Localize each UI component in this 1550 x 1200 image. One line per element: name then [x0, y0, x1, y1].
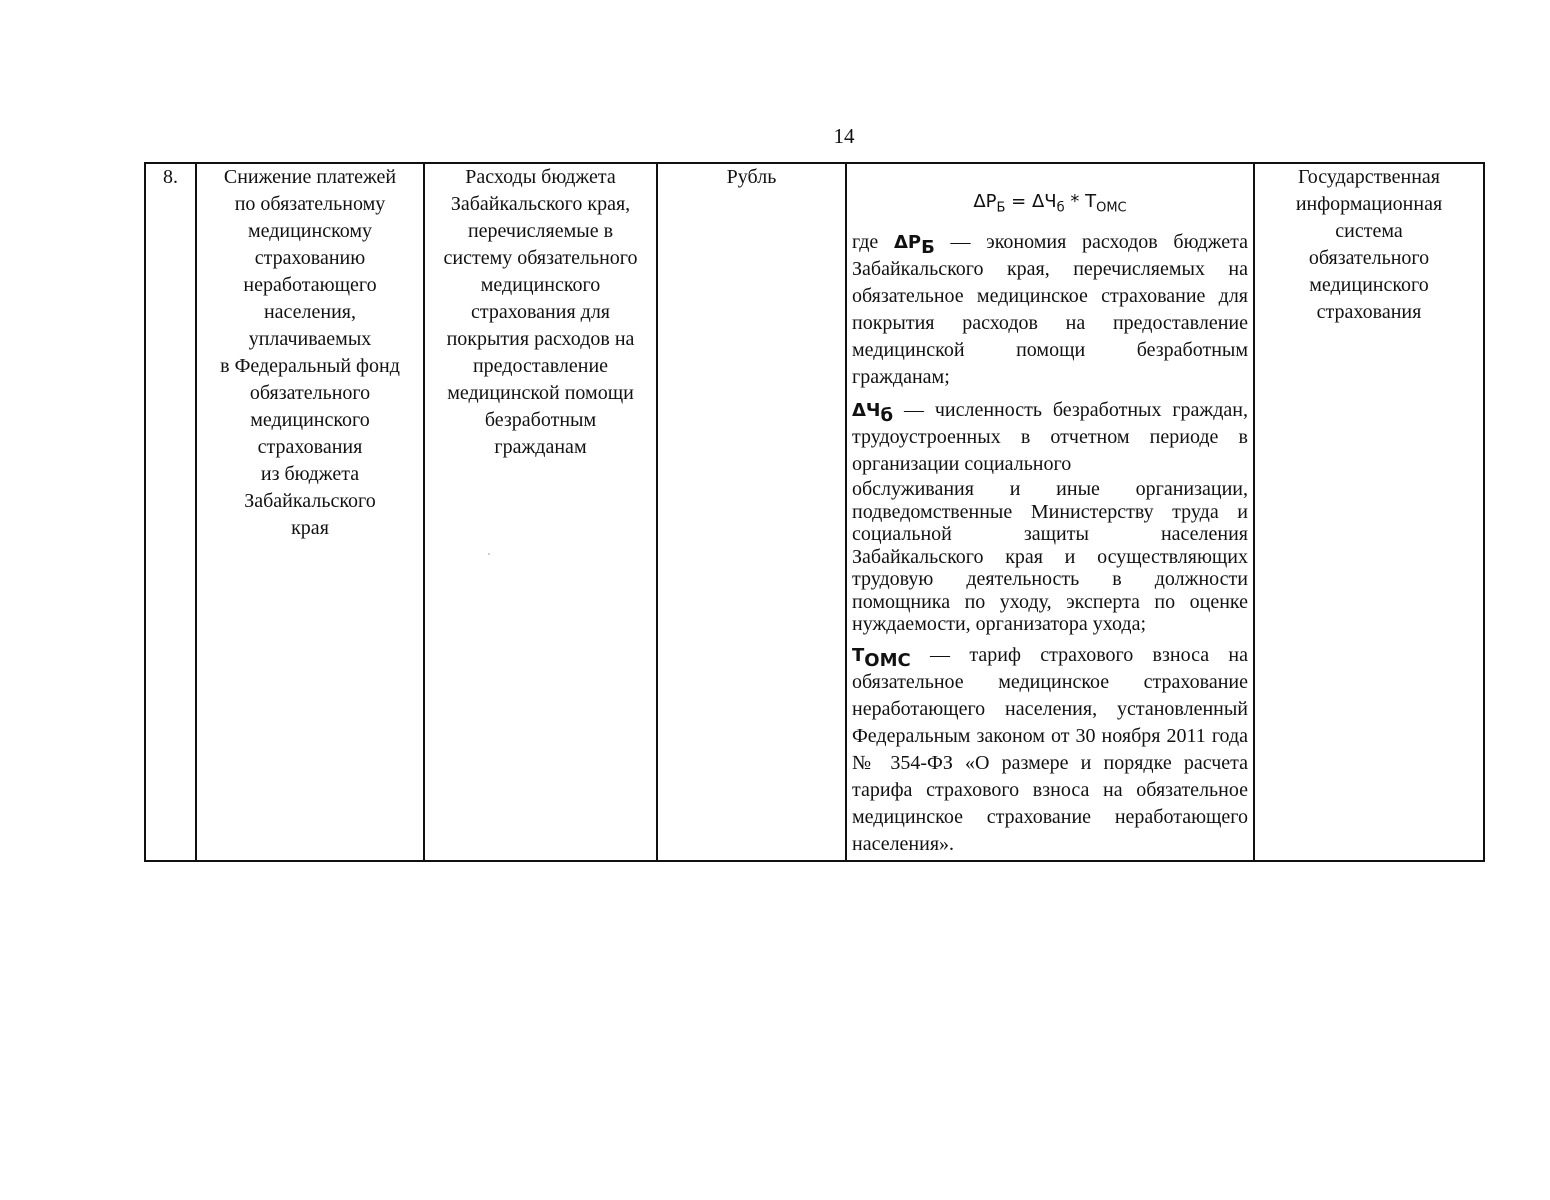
indicator-name-line: медицинскому: [247, 220, 373, 242]
data-source-line: страхования: [1316, 301, 1422, 323]
definition-symbol: ΔР: [893, 232, 922, 253]
formula-op: *: [1064, 191, 1086, 212]
definition-symbol-sub: б: [880, 405, 894, 426]
formula: [852, 188, 1248, 215]
formula-lhs-sub: Б: [996, 200, 1006, 216]
definition-symbol: Т: [852, 644, 865, 666]
indicator-name-line: страхования: [257, 436, 363, 458]
data-source-line: медицинского: [1309, 274, 1429, 296]
expenses-line: Расходы бюджета: [465, 166, 616, 188]
definition-text: — численность безработных граждан, трудоустроенных в отчетном периоде в организации социального: [852, 399, 1248, 475]
calculation-method-cell: [846, 163, 1254, 861]
data-source-line: обязательного: [1308, 247, 1430, 269]
indicator-name-line: по обязательному: [234, 193, 386, 215]
definition-paragraph: [852, 642, 1248, 858]
indicator-name-cell: [196, 163, 424, 861]
row-number: 8.: [163, 166, 178, 188]
expenses-line: безработным: [484, 409, 597, 431]
scan-speck: [488, 553, 490, 555]
unit-label: Рубль: [726, 166, 777, 188]
indicator-table: [144, 162, 1485, 862]
definition-paragraph-continued: [852, 478, 1248, 636]
definition-text: — тариф страхового взноса на обязательное медицинское страхование неработающего населения, установленный Федеральным законом от 30 ноября 2011 года № 354-ФЗ «О размере и порядке расчета тарифа страхового взноса на обязательное медицинское страхование неработающего населения».: [852, 643, 1248, 855]
indicator-name-line: медицинского: [250, 409, 370, 431]
indicator-name-line: Забайкальского: [244, 490, 376, 512]
indicator-name-line: края: [291, 517, 329, 539]
definition-symbol-sub: ОМС: [864, 649, 911, 671]
expenses-line: медицинского: [480, 274, 601, 296]
table-row: [145, 163, 1484, 861]
expenses-line: медицинской помощи: [447, 382, 634, 404]
definition-prefix: где: [852, 231, 879, 253]
expenses-line: Забайкальского края,: [450, 193, 631, 215]
row-number-cell: [145, 163, 196, 861]
formula-a-sub: б: [1056, 200, 1065, 216]
expenses-line: покрытия расходов на: [446, 328, 635, 350]
expenses-line: гражданам: [494, 436, 587, 458]
definition-text: — экономия расходов бюджета Забайкальского края, перечисляемых на обязательное медицинское страхование для покрытия расходов на предоставление медицинской помощи безработным гражданам;: [852, 231, 1248, 388]
expenses-cell: [424, 163, 657, 861]
data-source-line: информационная: [1295, 193, 1443, 215]
formula-b-sub: ОМС: [1096, 200, 1127, 216]
expenses-line: систему обязательного: [443, 247, 638, 269]
expenses-line: страхования для: [471, 301, 610, 323]
page-number: 14: [833, 124, 855, 148]
indicator-name-line: из бюджета: [260, 463, 360, 485]
indicator-name-line: неработающего: [243, 274, 377, 296]
definition-paragraph: [852, 229, 1248, 391]
formula-lhs: ΔР: [973, 191, 997, 212]
indicator-name-line: в Федеральный фонд: [220, 355, 400, 377]
data-source-line: система: [1335, 220, 1403, 242]
unit-cell: [657, 163, 846, 861]
formula-b: Т: [1085, 191, 1097, 212]
data-source-line: Государственная: [1297, 166, 1440, 188]
data-source-cell: [1254, 163, 1484, 861]
formula-eq: =: [1005, 191, 1032, 212]
indicator-name-line: уплачиваемых: [248, 328, 372, 350]
definition-symbol-sub: Б: [921, 237, 935, 258]
indicator-name-line: страхованию: [254, 247, 366, 269]
indicator-name-line: Снижение платежей: [223, 166, 397, 188]
indicator-name-line: населения,: [263, 301, 357, 323]
indicator-name-line: обязательного: [249, 382, 371, 404]
expenses-line: предоставление: [472, 355, 609, 377]
expenses-line: перечисляемые в: [467, 220, 614, 242]
definition-symbol: ΔЧ: [852, 400, 881, 421]
formula-a: ΔЧ: [1031, 191, 1057, 212]
definition-text: обслуживания и иные организации, подведомственные Министерству труда и социальной защиты населения Забайкальского края и осуществляющих трудовую деятельность в должности помощника по уходу, эксперта по оценке нуждаемости, организатора ухода;: [852, 478, 1248, 635]
definition-paragraph: [852, 397, 1248, 478]
